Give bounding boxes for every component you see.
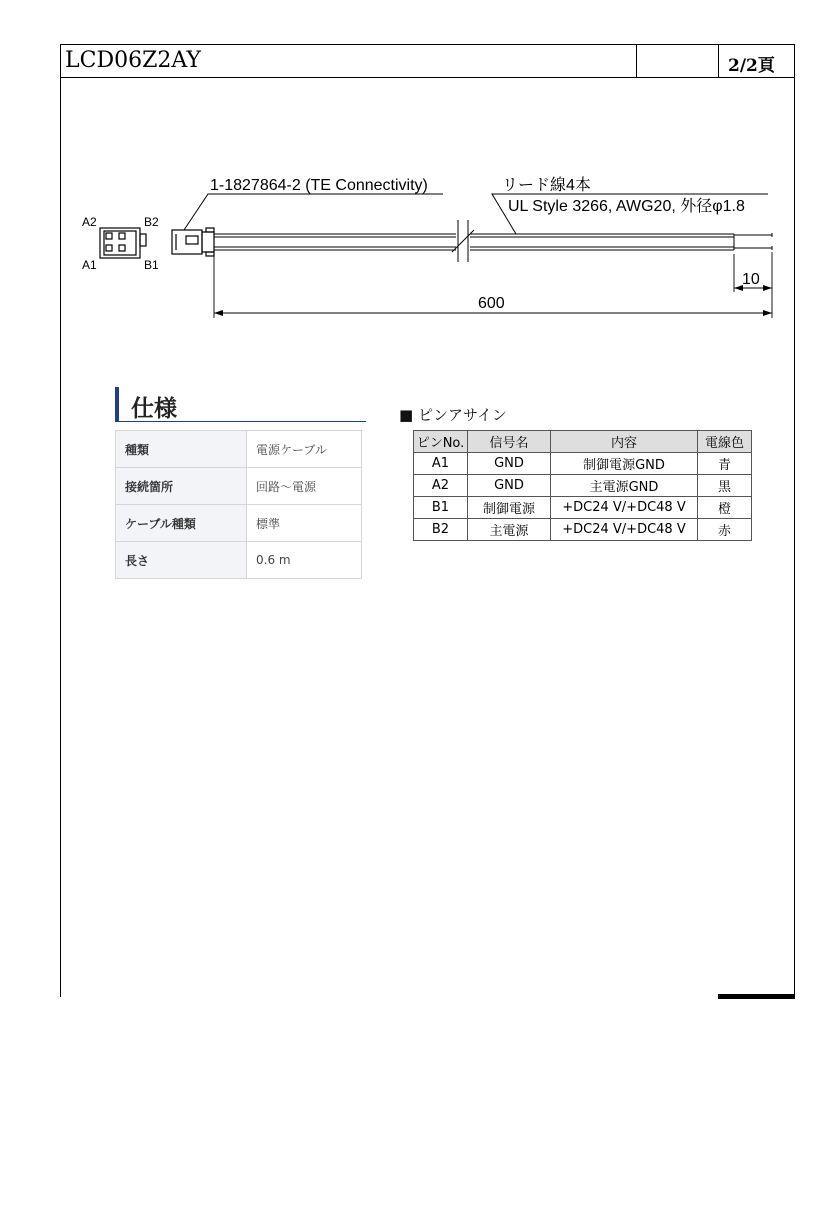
table-row [414, 475, 752, 497]
table-row [116, 431, 362, 468]
signal-name: 制御電源 [468, 497, 551, 519]
wire-color: 橙 [698, 497, 752, 519]
break-mark [452, 220, 474, 262]
table-row [116, 468, 362, 505]
table-row [414, 453, 752, 475]
spec-value: 標準 [247, 505, 362, 542]
header-divider [60, 77, 795, 78]
pin-label-a2: A2 [82, 215, 97, 229]
spec-heading-text: 仕様 [131, 396, 177, 422]
frame-right-line [794, 44, 795, 997]
spec-key: 種類 [116, 431, 247, 468]
frame-top-line [60, 44, 795, 45]
header-cell-divider [718, 44, 719, 77]
pin-no: A2 [414, 475, 468, 497]
spec-value: 0.6 m [247, 542, 362, 579]
wire-color: 赤 [698, 519, 752, 541]
pin-no: A1 [414, 453, 468, 475]
spec-value: 回路～電源 [247, 468, 362, 505]
column-header: 電線色 [698, 431, 752, 453]
table-row [116, 542, 362, 579]
connector-front-view [100, 228, 146, 258]
lead-spec-label: UL Style 3266, AWG20, 外径φ1.8 [508, 198, 745, 215]
column-header: 内容 [551, 431, 698, 453]
pin-content: 主電源GND [551, 475, 698, 497]
wire-color: 青 [698, 453, 752, 475]
table-header-row [414, 431, 752, 453]
connector-part-label: 1-1827864-2 (TE Connectivity) [210, 177, 428, 194]
lead-wires [214, 233, 772, 250]
pin-content: +DC24 V/+DC48 V [551, 497, 698, 519]
spec-key: 接続箇所 [116, 468, 247, 505]
header-cell-divider [636, 44, 637, 77]
table-row [116, 505, 362, 542]
spec-table [115, 430, 362, 579]
pin-label-b2: B2 [144, 215, 159, 229]
table-row [414, 497, 752, 519]
cable-drawing [78, 168, 778, 328]
pin-label-a1: A1 [82, 258, 97, 272]
spec-key: 長さ [116, 542, 247, 579]
signal-name: GND [468, 453, 551, 475]
lead-count-label: リード線4本 [502, 177, 591, 194]
spec-value: 電源ケーブル [247, 431, 362, 468]
column-header: 信号名 [468, 431, 551, 453]
pin-no: B2 [414, 519, 468, 541]
page-number: 2/2頁 [728, 56, 775, 76]
pin-no: B1 [414, 497, 468, 519]
footer-bar [718, 994, 795, 999]
dimension-total-length: 600 [478, 295, 505, 312]
document-id: LCD06Z2AY [65, 48, 201, 73]
signal-name: 主電源 [468, 519, 551, 541]
pin-content: +DC24 V/+DC48 V [551, 519, 698, 541]
pin-label-b1: B1 [144, 258, 159, 272]
table-row [414, 519, 752, 541]
pin-assign-table [413, 430, 752, 541]
spec-key: ケーブル種類 [116, 505, 247, 542]
dimension-strip-length: 10 [742, 271, 760, 288]
signal-name: GND [468, 475, 551, 497]
pin-assign-heading: ■ ピンアサイン [399, 406, 507, 424]
connector-side-view [172, 228, 214, 256]
pin-content: 制御電源GND [551, 453, 698, 475]
frame-left-line [60, 44, 61, 997]
column-header: ピンNo. [414, 431, 468, 453]
spec-heading [115, 387, 366, 422]
wire-color: 黒 [698, 475, 752, 497]
